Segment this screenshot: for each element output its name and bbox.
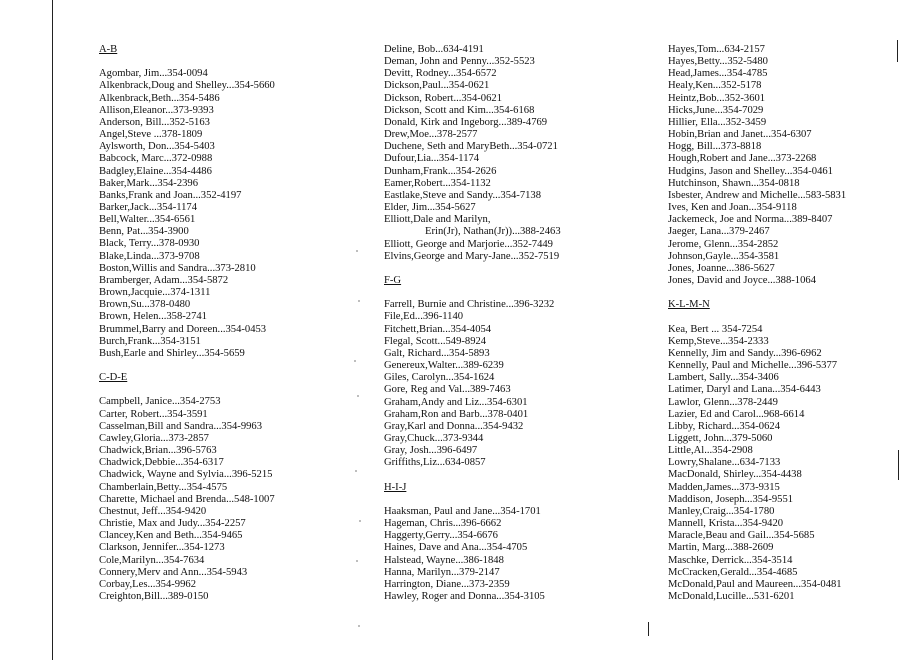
directory-entry: Eamer,Robert...354-1132 <box>384 177 491 189</box>
directory-entry: Carter, Robert...354-3591 <box>99 408 208 420</box>
section-heading: K-L-M-N <box>668 299 710 311</box>
directory-entry: Clancey,Ken and Beth...354-9465 <box>99 530 243 542</box>
directory-entry: Hayes,Betty...352-5480 <box>668 56 768 68</box>
directory-column <box>384 44 634 603</box>
directory-entry: Brown,Su...378-0480 <box>99 299 191 311</box>
directory-entry: Allison,Eleanor...373-9393 <box>99 104 214 116</box>
directory-entry: Hillier, Ella...352-3459 <box>668 116 767 128</box>
directory-entry: Jones, Joanne...386-5627 <box>668 262 775 274</box>
directory-entry: Devitt, Rodney...354-6572 <box>384 68 497 80</box>
directory-entry: Ives, Ken and Joan...354-9118 <box>668 202 797 214</box>
directory-entry: Bell,Walter...354-6561 <box>99 214 196 226</box>
directory-entry: Clarkson, Jennifer...354-1273 <box>99 542 225 554</box>
directory-entry: Hayes,Tom...634-2157 <box>668 44 765 55</box>
directory-entry: Christie, Max and Judy...354-2257 <box>99 518 246 530</box>
section-heading: C-D-E <box>99 372 128 384</box>
directory-entry: Kennelly, Paul and Michelle...396-5377 <box>668 360 838 372</box>
directory-entry: Eastlake,Steve and Sandy...354-7138 <box>384 189 542 201</box>
directory-entry: Giles, Carolyn...354-1624 <box>384 372 495 384</box>
directory-entry: Hanna, Marilyn...379-2147 <box>384 566 500 578</box>
directory-entry: Elder, Jim...354-5627 <box>384 202 476 214</box>
right-edge-mark <box>898 450 899 480</box>
directory-entry: Hough,Robert and Jane...373-2268 <box>668 153 817 165</box>
directory-entry: Hutchinson, Shawn...354-0818 <box>668 177 800 189</box>
directory-entry: Gray,Chuck...373-9344 <box>384 432 484 444</box>
blank-line <box>384 263 634 275</box>
directory-entry: McDonald,Paul and Maureen...354-0481 <box>668 578 842 590</box>
directory-entry: Harrington, Diane...373-2359 <box>384 578 510 590</box>
directory-entry: Campbell, Janice...354-2753 <box>99 396 221 408</box>
directory-entry: Deman, John and Penny...352-5523 <box>384 56 535 68</box>
blank-line <box>384 469 634 481</box>
directory-entry: Agombar, Jim...354-0094 <box>99 68 208 80</box>
directory-entry: Hicks,June...354-7029 <box>668 104 764 116</box>
directory-entry: Hawley, Roger and Donna...354-3105 <box>384 590 545 602</box>
directory-entry: Martin, Marg...388-2609 <box>668 542 774 554</box>
directory-entry: Gore, Reg and Val...389-7463 <box>384 384 511 396</box>
directory-entry: Alkenbrack,Beth...354-5486 <box>99 92 220 104</box>
directory-entry: Deline, Bob...634-4191 <box>384 44 484 55</box>
directory-entry: Halstead, Wayne...386-1848 <box>384 554 504 566</box>
directory-entry: Lazier, Ed and Carol...968-6614 <box>668 408 805 420</box>
directory-entry: Chadwick,Debbie...354-6317 <box>99 457 224 469</box>
directory-entry: Cole,Marilyn...354-7634 <box>99 554 205 566</box>
directory-entry: McCracken,Gerald...354-4685 <box>668 566 798 578</box>
directory-entry: Chadwick, Wayne and Sylvia...396-5215 <box>99 469 273 481</box>
directory-entry: Graham,Ron and Barb...378-0401 <box>384 408 529 420</box>
directory-entry: Elvins,George and Mary-Jane...352-7519 <box>384 250 560 262</box>
blank-line <box>99 384 349 396</box>
directory-entry: Gray,Karl and Donna...354-9432 <box>384 420 524 432</box>
directory-entry: Maddison, Joseph...354-9551 <box>668 493 794 505</box>
directory-entry: Isbester, Andrew and Michelle...583-5831 <box>668 189 847 201</box>
directory-entry: Madden,James...373-9315 <box>668 481 780 493</box>
directory-entry: Donald, Kirk and Ingeborg...389-4769 <box>384 116 548 128</box>
directory-entry: Farrell, Burnie and Christine...396-3232 <box>384 299 555 311</box>
directory-entry: Badgley,Elaine...354-4486 <box>99 165 212 177</box>
directory-entry: Haines, Dave and Ana...354-4705 <box>384 542 528 554</box>
directory-entry: Lowry,Shalane...634-7133 <box>668 457 781 469</box>
directory-entry: Black, Terry...378-0930 <box>99 238 200 250</box>
directory-entry: MacDonald, Shirley...354-4438 <box>668 469 802 481</box>
directory-entry: Jaeger, Lana...379-2467 <box>668 226 770 238</box>
directory-entry: McDonald,Lucille...531-6201 <box>668 591 795 602</box>
directory-column <box>99 44 349 603</box>
directory-entry: Galt, Richard...354-5893 <box>384 347 490 359</box>
directory-entry: Kennelly, Jim and Sandy...396-6962 <box>668 347 822 359</box>
directory-entry: Libby, Richard...354-0624 <box>668 420 780 432</box>
directory-entry: Dickson, Robert...354-0621 <box>384 92 502 104</box>
directory-entry: Lawlor, Glenn...378-2449 <box>668 396 778 408</box>
directory-entry: Corbay,Les...354-9962 <box>99 578 196 590</box>
directory-entry: Little,Al...354-2908 <box>668 445 753 457</box>
directory-entry: Blake,Linda...373-9708 <box>99 250 200 262</box>
section-heading: A-B <box>99 44 118 55</box>
directory-entry: Chadwick,Brian...396-5763 <box>99 445 217 457</box>
directory-entry: File,Ed...396-1140 <box>384 311 464 323</box>
directory-entry: Bush,Earle and Shirley...354-5659 <box>99 347 245 359</box>
directory-entry: Maracle,Beau and Gail...354-5685 <box>668 530 815 542</box>
section-heading: H-I-J <box>384 481 407 493</box>
blank-line <box>384 494 634 506</box>
bottom-mark <box>648 622 649 636</box>
directory-entry: Dickson, Scott and Kim...354-6168 <box>384 104 535 116</box>
directory-entry: Head,James...354-4785 <box>668 68 768 80</box>
directory-entry: Charette, Michael and Brenda...548-1007 <box>99 493 275 505</box>
directory-entry: Anderson, Bill...352-5163 <box>99 116 210 128</box>
left-margin-rule <box>52 0 53 660</box>
directory-entry: Baker,Mark...354-2396 <box>99 177 199 189</box>
directory-entry: Burch,Frank...354-3151 <box>99 335 201 347</box>
directory-entry: Chestnut, Jeff...354-9420 <box>99 505 207 517</box>
directory-entry: Hobin,Brian and Janet...354-6307 <box>668 129 812 141</box>
directory-entry: Barker,Jack...354-1174 <box>99 202 198 214</box>
directory-entry: Elliott, George and Marjorie...352-7449 <box>384 238 553 250</box>
directory-entry: Latimer, Daryl and Lana...354-6443 <box>668 384 821 396</box>
directory-entry: Johnson,Gayle...354-3581 <box>668 250 780 262</box>
directory-entry: Bramberger, Adam...354-5872 <box>99 274 229 286</box>
directory-entry: Fitchett,Brian...354-4054 <box>384 323 492 335</box>
blank-line <box>99 360 349 372</box>
blank-line <box>668 311 898 323</box>
directory-entry: Jones, David and Joyce...388-1064 <box>668 274 816 286</box>
directory-entry: Healy,Ken...352-5178 <box>668 80 762 92</box>
directory-entry: Elliott,Dale and Marilyn, <box>384 214 491 226</box>
directory-entry: Maschke, Derrick...354-3514 <box>668 554 793 566</box>
directory-entry: Kea, Bert ... 354-7254 <box>668 323 763 335</box>
directory-entry: Hageman, Chris...396-6662 <box>384 518 502 530</box>
blank-line <box>668 287 898 299</box>
directory-entry: Graham,Andy and Liz...354-6301 <box>384 396 528 408</box>
directory-entry: Liggett, John...379-5060 <box>668 432 773 444</box>
section-heading: F-G <box>384 274 402 286</box>
directory-entry: Dunham,Frank...354-2626 <box>384 165 497 177</box>
directory-entry: Connery,Merv and Ann...354-5943 <box>99 566 248 578</box>
directory-entry: Creighton,Bill...389-0150 <box>99 590 209 602</box>
directory-entry: Casselman,Bill and Sandra...354-9963 <box>99 420 263 432</box>
directory-entry: Benn, Pat...354-3900 <box>99 226 189 238</box>
directory-entry: Chamberlain,Betty...354-4575 <box>99 481 228 493</box>
directory-entry: Brown, Helen...358-2741 <box>99 311 207 323</box>
directory-entry: Lambert, Sally...354-3406 <box>668 372 779 384</box>
directory-entry: Mannell, Krista...354-9420 <box>668 518 784 530</box>
directory-entry: Banks,Frank and Joan...352-4197 <box>99 189 242 201</box>
directory-entry: Babcock, Marc...372-0988 <box>99 153 213 165</box>
directory-entry: Flegal, Scott...549-8924 <box>384 335 487 347</box>
directory-entry: Brummel,Barry and Doreen...354-0453 <box>99 323 267 335</box>
directory-entry: Haggerty,Gerry...354-6676 <box>384 530 498 542</box>
blank-line <box>99 56 349 68</box>
directory-entry: Alkenbrack,Doug and Shelley...354-5660 <box>99 80 275 92</box>
directory-entry: Erin(Jr), Nathan(Jr))...388-2463 <box>425 226 561 238</box>
directory-entry: Cawley,Gloria...373-2857 <box>99 432 209 444</box>
directory-column <box>668 44 898 603</box>
directory-entry: Genereux,Walter...389-6239 <box>384 360 504 372</box>
directory-entry: Drew,Moe...378-2577 <box>384 129 478 141</box>
directory-entry: Jackemeck, Joe and Norma...389-8407 <box>668 214 833 226</box>
directory-entry: Griffiths,Liz...634-0857 <box>384 457 486 469</box>
directory-entry: Hogg, Bill...373-8818 <box>668 141 762 153</box>
directory-entry: Heintz,Bob...352-3601 <box>668 92 766 104</box>
directory-entry: Hudgins, Jason and Shelley...354-0461 <box>668 165 833 177</box>
directory-entry: Jerome, Glenn...354-2852 <box>668 238 779 250</box>
directory-entry: Haaksman, Paul and Jane...354-1701 <box>384 505 541 517</box>
blank-line <box>384 287 634 299</box>
directory-entry: Manley,Craig...354-1780 <box>668 505 775 517</box>
directory-entry: Dickson,Paul...354-0621 <box>384 80 490 92</box>
directory-entry: Duchene, Seth and MaryBeth...354-0721 <box>384 141 558 153</box>
directory-entry: Brown,Jacquie...374-1311 <box>99 287 211 299</box>
directory-entry: Aylsworth, Don...354-5403 <box>99 141 215 153</box>
directory-entry: Boston,Willis and Sandra...373-2810 <box>99 262 256 274</box>
directory-entry: Angel,Steve ...378-1809 <box>99 129 203 141</box>
directory-entry: Kemp,Steve...354-2333 <box>668 335 769 347</box>
directory-entry: Gray, Josh...396-6497 <box>384 445 478 457</box>
directory-entry: Dufour,Lia...354-1174 <box>384 153 480 165</box>
